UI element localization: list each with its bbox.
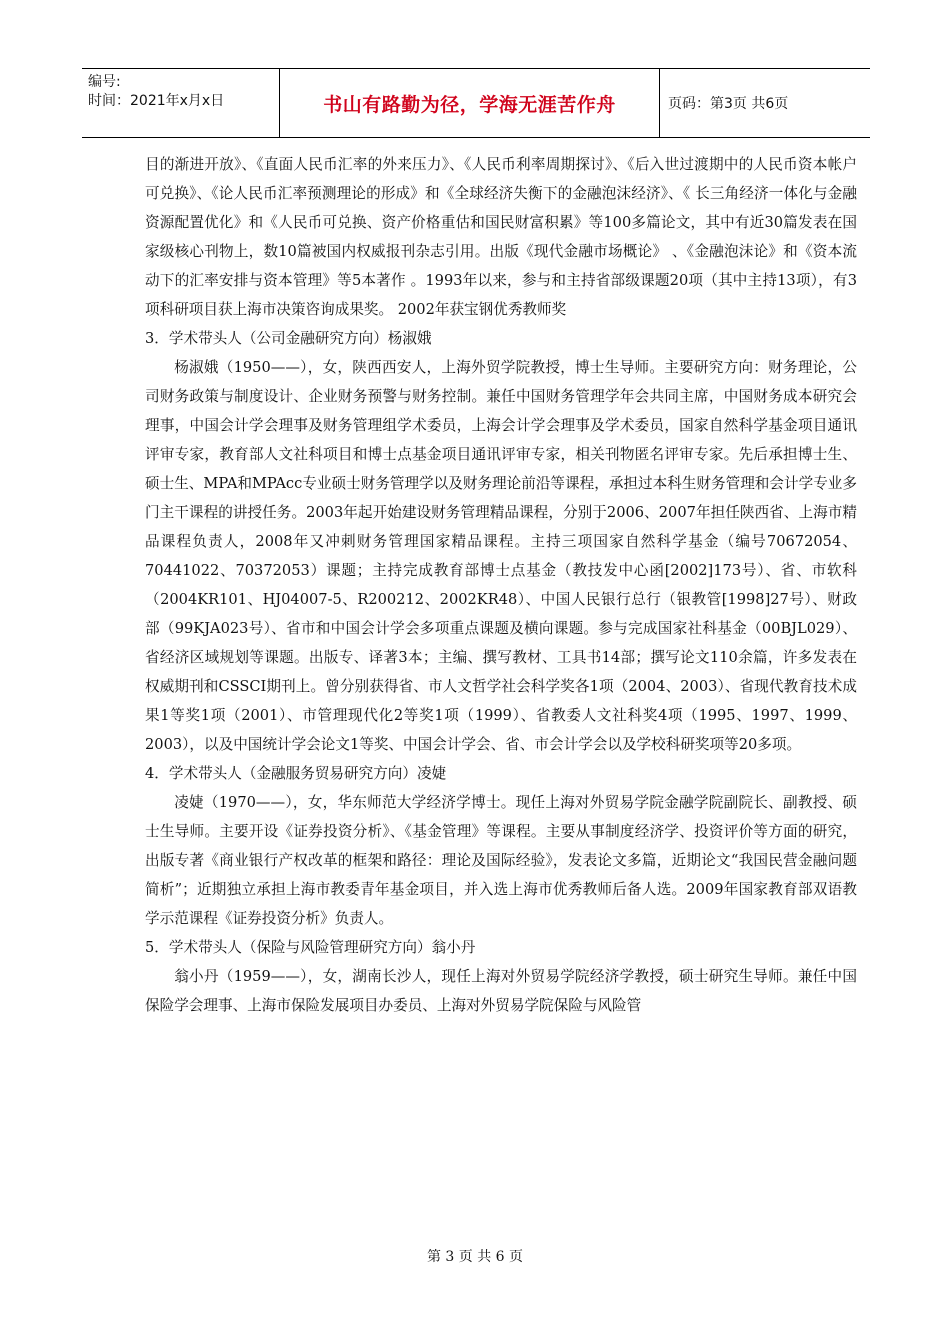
header-motto: 书山有路勤为径，学海无涯苦作舟 xyxy=(323,93,616,116)
document-time: 时间：2021年x月x日 xyxy=(88,93,225,109)
header-page-code-cell xyxy=(660,69,870,137)
header-page-code: 页码：第3页 共6页 xyxy=(668,96,789,112)
section-heading-5: 5．学术带头人（保险与风险管理研究方向）翁小丹 xyxy=(145,939,476,956)
page-footer: 第 3 页 共 6 页 xyxy=(426,1249,524,1265)
header-meta xyxy=(82,69,280,137)
paragraph-yang-shue: 杨淑娥（1950——），女，陕西西安人，上海外贸学院教授，博士生导师。主要研究方向：财务理论，公司财务政策与制度设计、企业财务预警与财务控制。兼任中国财务管理学年会共同主席，中国财务成本研究会理事，中国会计学会理事及财务管理组学术委员，上海会计学会理事及学术委员，国家自然科学基金项目通讯评审专家，教育部人文社科项目和博士点基金项目通讯评审专家，相关刊物匿名评审专家。先后承担博士生、硕士生、MPA和MPAcc专业硕士财务管理学以及财务理论前沿等课程，承担过本科生财务管理和会计学专业多门主干课程的讲授任务。2003年起开始建设财务管理精品课程，分别于2006、2007年担任陕西省、上海市精品课程负责人，2008年又冲刺财务管理国家精品课程。主持三项国家自然科学基金（编号70672054、70441022、70372053）课题；主持完成教育部博士点基金（教技发中心函[2002]173号）、省、市软科（2004KR101、HJ04007-5、R200212、2002KR48）、中国人民银行总行（银教管[1998]27号）、财政部（99KJA023号）、省市和中国会计学会多项重点课题及横向课题。参与完成国家社科基金（00BJL029）、省经济区域规划等课题。出版专、译著3本；主编、撰写教材、工具书14部；撰写论文110余篇，许多发表在权威期刊和CSSCI期刊上。曾分别获得省、市人文哲学社会科学奖各1项（2004、2003）、省现代教育技术成果1等奖1项（2001）、市管理现代化2等奖1项（1999）、省教委人文社科奖4项（1995、1997、1999、2003），以及中国统计学会论文1等奖、中国会计学会、省、市会计学会以及学校科研奖项等20多项。 xyxy=(145,359,857,753)
page-header xyxy=(82,68,870,138)
section-heading-3: 3．学术带头人（公司金融研究方向）杨淑娥 xyxy=(145,330,432,347)
paragraph-ling-jie: 凌婕（1970——），女，华东师范大学经济学博士。现任上海对外贸易学院金融学院副院长、副教授、硕士生导师。主要开设《证券投资分析》、《基金管理》等课程。主要从事制度经济学、投资评价等方面的研究，出版专著《商业银行产权改革的框架和路径：理论及国际经验》，发表论文多篇，近期论文“我国民营金融问题简析”；近期独立承担上海市教委青年基金项目，并入选上海市优秀教师后备人选。2009年国家教育部双语教学示范课程《证券投资分析》负责人。 xyxy=(145,794,857,927)
document-number-label: 编号: xyxy=(88,74,121,90)
header-motto-cell xyxy=(280,69,660,137)
paragraph-continued: 目的渐进开放》、《直面人民币汇率的外来压力》、《人民币利率周期探讨》、《后入世过渡期中的人民币资本帐户可兑换》、《论人民币汇率预测理论的形成》和《全球经济失衡下的金融泡沫经济》、《 长三角经济一体化与金融资源配置优化》和《人民币可兑换、资产价格重估和国民财富积累》等100多篇论文，其中有近30篇发表在国家级核心刊物上，数10篇被国内权威报刊杂志引用。出版《现代金融市场概论》 、《金融泡沫论》和《资本流动下的汇率安排与资本管理》等5本著作 。1993年以来，参与和主持省部级课题20项（其中主持13项），有3项科研项目获上海市决策咨询成果奖。 2002年获宝钢优秀教师奖 xyxy=(145,156,857,318)
document-body xyxy=(145,150,857,1020)
paragraph-weng-xiaodan: 翁小丹（1959——），女，湖南长沙人，现任上海对外贸易学院经济学教授，硕士研究生导师。兼任中国保险学会理事、上海市保险发展项目办委员、上海对外贸易学院保险与风险管 xyxy=(145,968,857,1014)
section-heading-4: 4．学术带头人（金融服务贸易研究方向）凌婕 xyxy=(145,765,447,782)
